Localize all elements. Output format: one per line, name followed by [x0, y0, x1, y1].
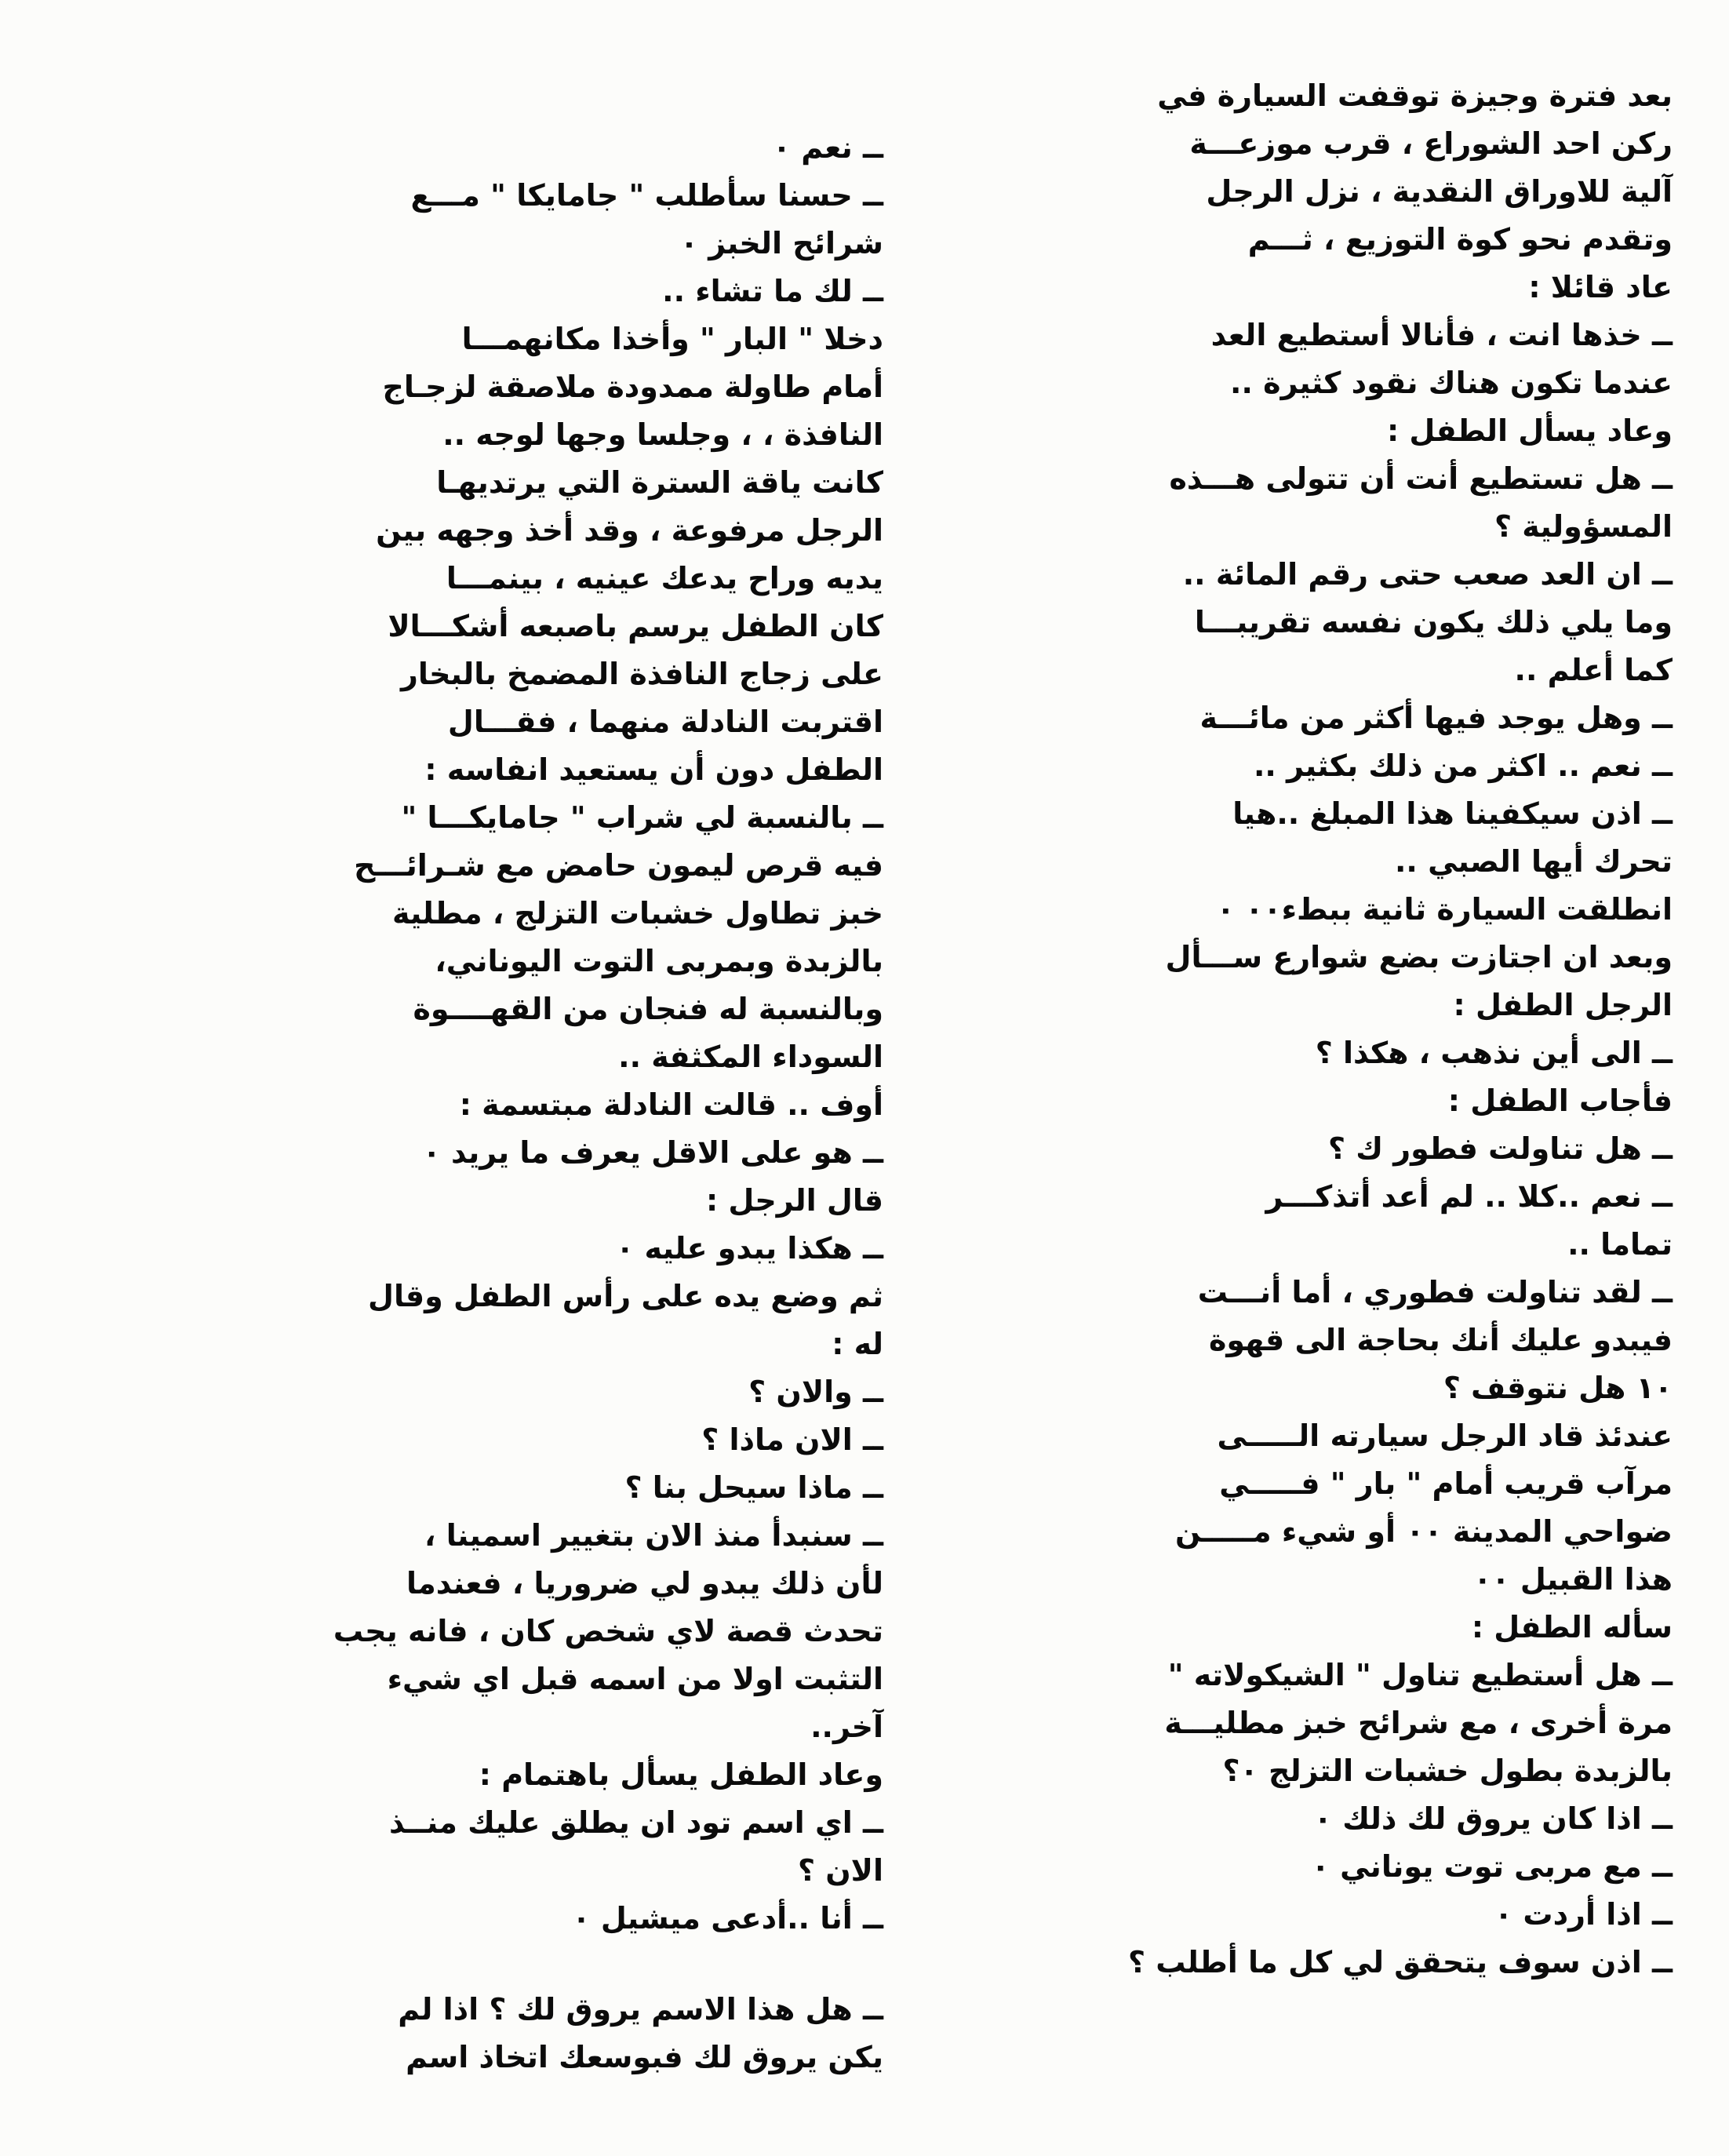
text-line: وبعد ان اجتازت بضع شوارع ســـأل	[1165, 940, 1673, 974]
text-line: كانت ياقة السترة التي يرتديهـا	[436, 465, 883, 500]
text-line: النافذة ، ، وجلسا وجها لوجه ..	[442, 417, 883, 452]
text-line: بعد فترة وجيزة توقفت السيارة في	[1157, 78, 1673, 113]
text-line: ــ اذا أردت ٠	[1494, 1897, 1673, 1932]
text-line: هذا القبيل ٠٠	[1473, 1562, 1673, 1597]
text-line: خبز تطاول خشبات التزلج ، مطلية	[392, 896, 883, 931]
text-line	[63, 1943, 883, 1986]
text-line: ركن احد الشوراع ، قرب موزعـــة	[1189, 126, 1673, 161]
text-line: ــ اذن سوف يتحقق لي كل ما أطلب ؟	[1127, 1945, 1673, 1979]
text-line: بالزبدة بطول خشبات التزلج ٠؟	[1222, 1754, 1673, 1788]
text-line: يديه وراح يدعك عينيه ، بينمـــا	[446, 561, 883, 595]
text-line: السوداء المكثفة ..	[618, 1040, 883, 1074]
text-line: وما يلي ذلك يكون نفسه تقريبـــا	[1194, 605, 1673, 639]
text-line: ــ وهل يوجد فيها أكثر من مائـــة	[1199, 701, 1673, 735]
text-line: ــ ان العد صعب حتى رقم المائة ..	[1182, 557, 1673, 592]
text-line: دخلا " البار " وأخذا مكانهمـــا	[461, 322, 883, 356]
text-line: الطفل دون أن يستعيد انفاسه :	[424, 752, 883, 787]
text-line: ــ هو على الاقل يعرف ما يريد ٠	[422, 1135, 883, 1170]
text-line: ــ نعم .. اكثر من ذلك بكثير ..	[1253, 748, 1673, 783]
text-line: ــ اذا كان يروق لك ذلك ٠	[1313, 1801, 1673, 1836]
text-line: انطلقت السيارة ثانية ببطء٠٠ ٠	[1216, 892, 1673, 927]
text-line: مرآب قريب أمام " بار " فـــــي	[1219, 1466, 1673, 1501]
text-line: تحدث قصة لاي شخص كان ، فانه يجب	[333, 1614, 883, 1648]
text-line: ــ هل هذا الاسم يروق لك ؟ اذا لم	[398, 1992, 883, 2027]
text-line: وعاد يسأل الطفل :	[1387, 413, 1673, 448]
text-line: اقتربت النادلة منهما ، فقـــال	[447, 705, 883, 739]
text-line: سأله الطفل :	[1471, 1610, 1673, 1644]
text-line: ــ هل أستطيع تناول " الشيكولاته "	[1167, 1658, 1673, 1692]
text-line: ــ نعم ٠	[772, 130, 883, 165]
text-line: شرائح الخبز ٠	[679, 226, 883, 260]
text-line: على زجاج النافذة المضمخ بالبخار	[400, 657, 883, 691]
text-line: المسؤولية ؟	[1494, 509, 1673, 544]
text-line: عندما تكون هناك نقود كثيرة ..	[1230, 366, 1673, 400]
text-line: ــ الان ماذا ؟	[701, 1422, 883, 1457]
text-line: عندئذ قاد الرجل سيارته الـــــى	[1217, 1419, 1673, 1453]
text-line: فيه قرص ليمون حامض مع شـرائـــح	[354, 848, 883, 883]
text-line: ــ لك ما تشاء ..	[662, 274, 883, 308]
column-right	[904, 72, 1673, 1987]
text-line: ــ الى أين نذهب ، هكذا ؟	[1315, 1036, 1673, 1070]
text-line: التثبت اولا من اسمه قبل اي شيء	[387, 1662, 883, 1696]
text-line: قال الرجل :	[705, 1183, 883, 1218]
text-line: مرة أخرى ، مع شرائح خبز مطليـــة	[1164, 1706, 1673, 1740]
column-left	[63, 124, 883, 2081]
text-line: تحرك أيها الصبي ..	[1394, 844, 1673, 879]
text-line: وتقدم نحو كوة التوزيع ، ثـــم	[1247, 222, 1673, 257]
text-line: ــ اذن سيكفينا هذا المبلغ ..هيا	[1232, 796, 1673, 831]
text-line: ــ أنا ..أدعى ميشيل ٠	[572, 1901, 883, 1936]
text-line: أوف .. قالت النادلة مبتسمة :	[459, 1087, 883, 1122]
text-line: الرجل مرفوعة ، وقد أخذ وجهه بين	[376, 513, 883, 548]
text-line: ــ هل تستطيع أنت أن تتولى هـــذه	[1169, 461, 1673, 496]
text-line: ــ هل تناولت فطور ك ؟	[1327, 1131, 1673, 1166]
text-line: ــ حسنا سأطلب " جامايكا " مـــع	[410, 178, 883, 213]
text-line: ١٠ هل نتوقف ؟	[1443, 1371, 1673, 1405]
text-line: الان ؟	[797, 1853, 883, 1888]
text-line: بالزبدة وبمربى التوت اليوناني،	[435, 944, 883, 978]
text-line: وبالنسبة له فنجان من القهــــوة	[413, 992, 883, 1026]
text-line: ــ سنبدأ منذ الان بتغيير اسمينا ،	[424, 1518, 883, 1553]
text-line: وعاد الطفل يسأل باهتمام :	[479, 1757, 883, 1792]
text-line: ــ بالنسبة لي شراب " جامايكـــا "	[401, 800, 883, 835]
text-line: ثم وضع يده على رأس الطفل وقال	[368, 1279, 883, 1313]
text-line: لأن ذلك يبدو لي ضروريا ، فعندما	[406, 1566, 883, 1601]
text-line: ــ خذها انت ، فأنالا أستطيع العد	[1210, 318, 1673, 352]
text-line: فيبدو عليك أنك بحاجة الى قهوة	[1209, 1323, 1673, 1357]
text-line: ــ مع مربى توت يوناني ٠	[1311, 1849, 1673, 1884]
text-line: عاد قائلا :	[1528, 270, 1673, 304]
text-line: الرجل الطفل :	[1453, 988, 1673, 1022]
text-line: ــ هكذا يبدو عليه ٠	[616, 1231, 883, 1266]
text-line: ضواحي المدينة ٠٠ أو شيء مـــــن	[1174, 1514, 1673, 1549]
text-line: آلية للاوراق النقدية ، نزل الرجل	[1206, 174, 1673, 209]
text-line: له :	[832, 1327, 883, 1361]
text-line: تماما ..	[1567, 1227, 1673, 1262]
text-line: آخر..	[810, 1710, 883, 1744]
text-line: أمام طاولة ممدودة ملاصقة لزجـاج	[382, 370, 883, 404]
text-line: ــ ماذا سيحل بنا ؟	[624, 1470, 883, 1505]
text-line: ــ لقد تناولت فطوري ، أما أنـــت	[1197, 1275, 1673, 1309]
text-line: كان الطفل يرسم باصبعه أشكـــالا	[388, 609, 883, 643]
text-line: ــ والان ؟	[748, 1375, 883, 1409]
text-line: فأجاب الطفل :	[1447, 1083, 1673, 1118]
text-line: ــ اي اسم تود ان يطلق عليك منــذ	[388, 1805, 883, 1840]
text-line: كما أعلم ..	[1514, 653, 1673, 687]
text-line: ــ نعم ..كلا .. لم أعد أتذكـــر	[1265, 1179, 1673, 1214]
text-line: يكن يروق لك فبوسعك اتخاذ اسم	[406, 2040, 883, 2074]
